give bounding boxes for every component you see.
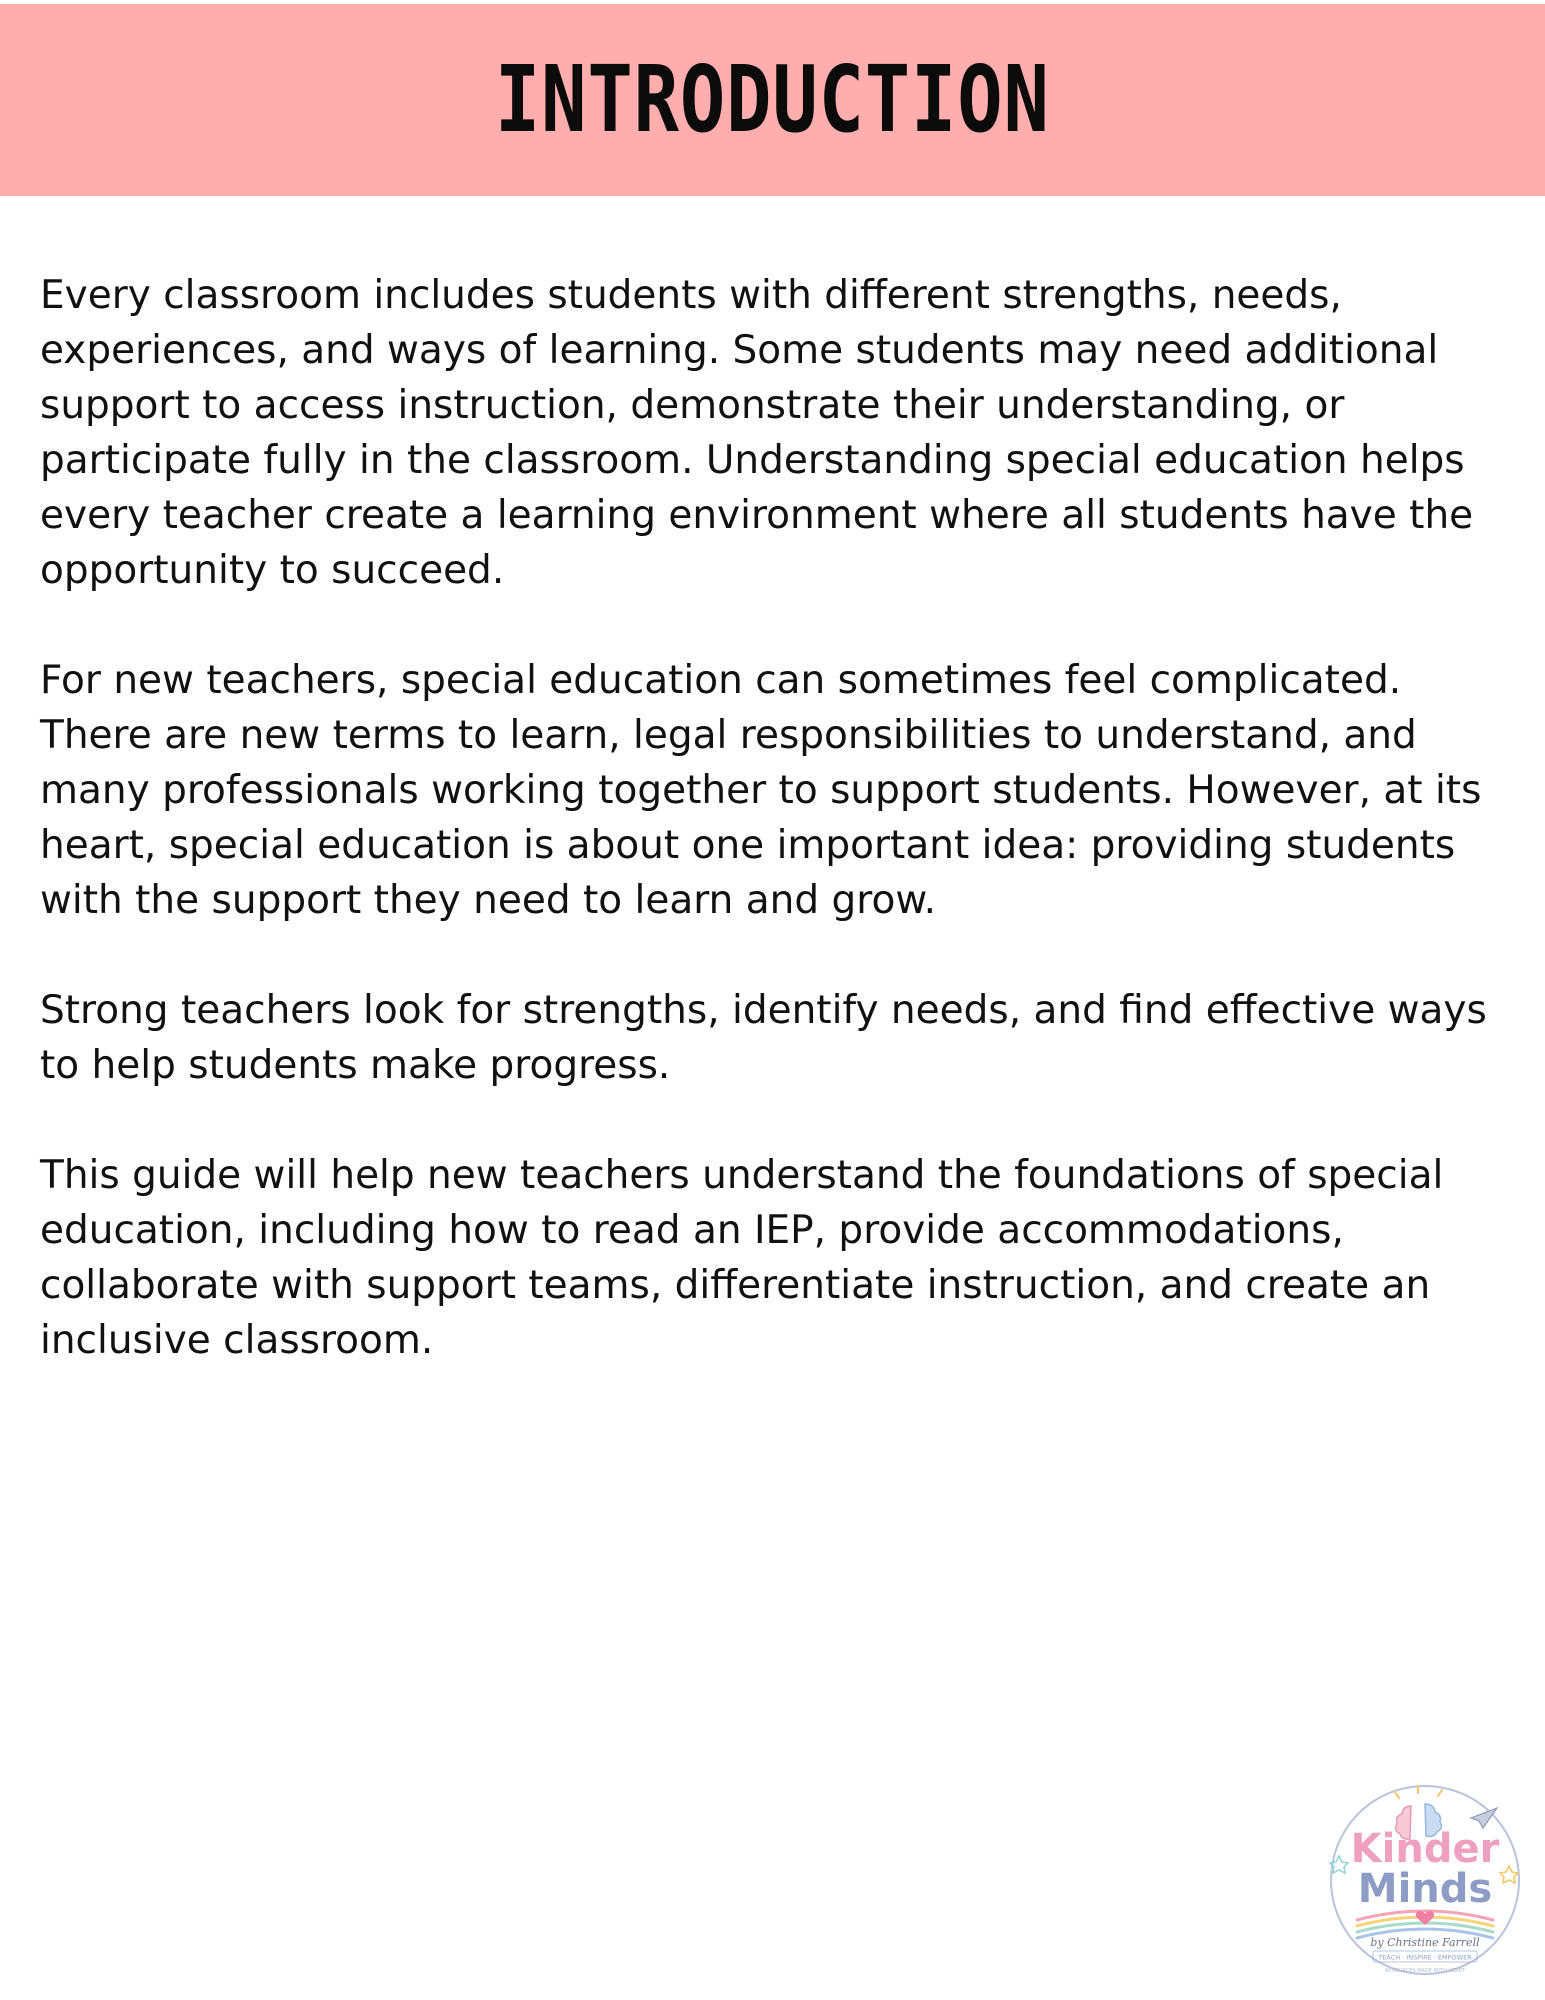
- title-banner: [0, 4, 1545, 196]
- body-text: [40, 268, 1510, 1423]
- logo-byline: by Christine Farrell: [1370, 1936, 1480, 1949]
- logo-word-kinder: Kinder: [1350, 1826, 1500, 1872]
- logo-tagline: TEACH · INSPIRE · EMPOWER: [1378, 1953, 1472, 1962]
- logo-arc-text: RESOURCES MADE WITH HEART: [1385, 1968, 1465, 1974]
- logo-word-minds: Minds: [1357, 1866, 1493, 1912]
- kinder-minds-logo: [1325, 1780, 1525, 1980]
- paragraph-4: This guide will help new teachers understand the foundations of special education, including how to read an IEP, provide accommodations, collaborate with support teams, differentiate instruction, and create an inclusive classroom.: [40, 1153, 1444, 1363]
- paragraph-1: Every classroom includes students with different strengths, needs, experiences, and ways of learning. Some students may need additional support to access instruction, demonstrate their understanding, or participate fully in the classroom. Understanding special education helps every teacher create a learning environment where all students have the opportunity to succeed.: [40, 273, 1474, 593]
- page-title: INTRODUCTION: [495, 46, 1050, 153]
- paragraph-3: Strong teachers look for strengths, identify needs, and find effective ways to help students make progress.: [40, 988, 1487, 1088]
- paragraph-2: For new teachers, special education can sometimes feel complicated. There are new terms to learn, legal responsibilities to understand, and many professionals working together to support students. However, at its heart, special education is about one important idea: providing students with the support they need to learn and grow.: [40, 658, 1482, 923]
